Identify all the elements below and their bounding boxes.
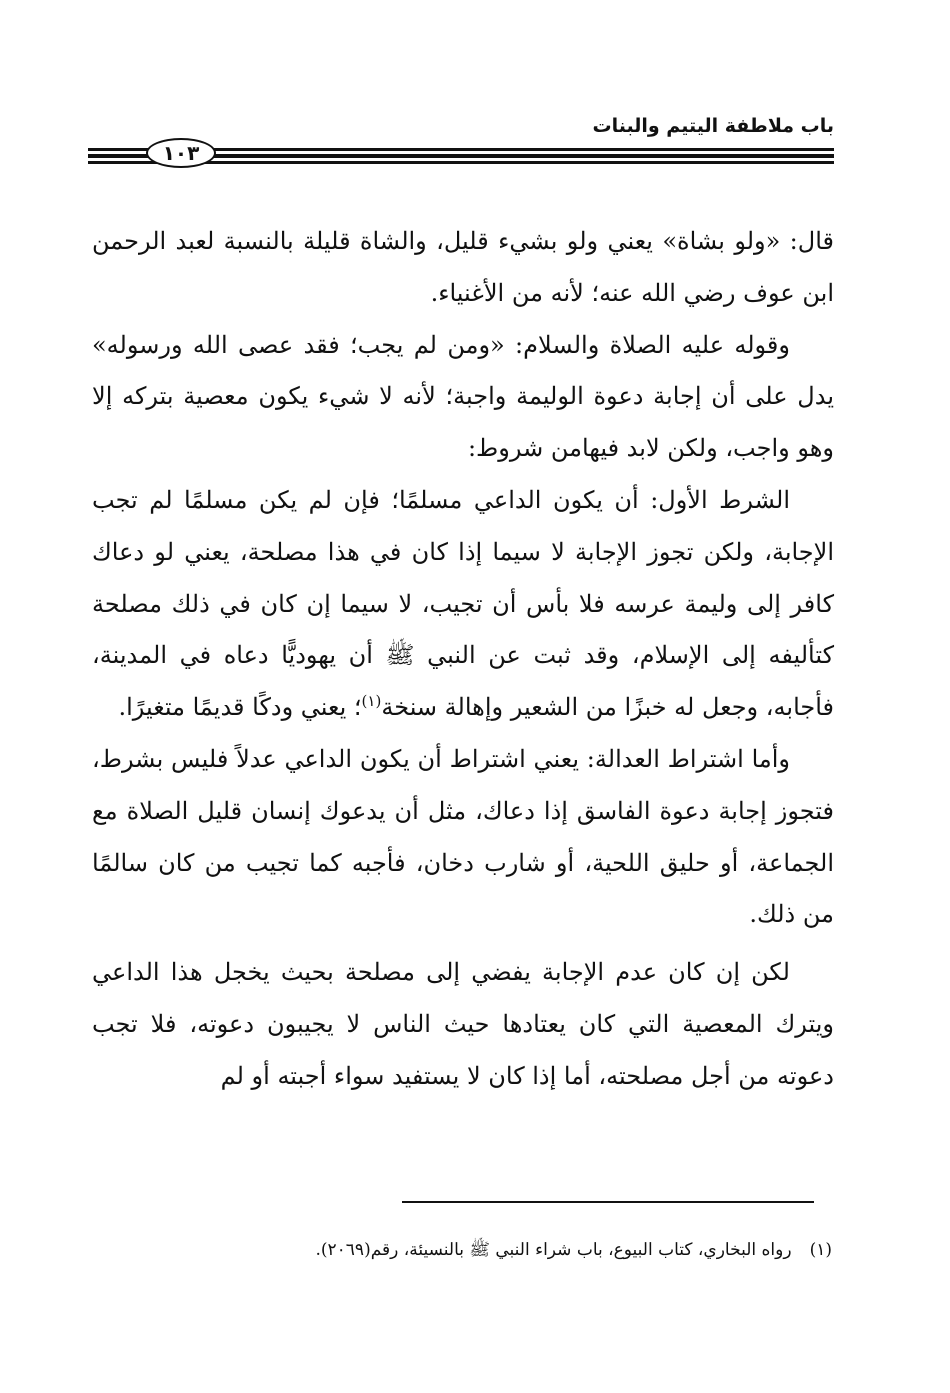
- paragraph-3: [92, 475, 834, 734]
- footnote: [132, 1236, 832, 1264]
- paragraph-3-text: الشرط الأول: أن يكون الداعي مسلمًا؛ فإن لم يكن مسلمًا لم تجب الإجابة، ولكن تجوز الإجابة لا سيما إذا كان في هذا مصلحة، يعني لو دعاك كافر إلى وليمة عرسه فلا بأس أن تجيب، لا سيما إن كان في ذلك مصلحة كتأليفه إلى الإسلام، وقد ثبت عن النبي ﷺ أن يهوديًّا دعاه في المدينة، فأجابه، وجعل له خبزًا من الشعير وإهالة سنخة: [92, 485, 834, 722]
- paragraph-1: قال: «ولو بشاة» يعني ولو بشيء قليل، والشاة قليلة بالنسبة لعبد الرحمن ابن عوف رضي الله عنه؛ لأنه من الأغنياء.: [92, 227, 834, 307]
- chapter-title: باب ملاطفة اليتيم والبنات: [592, 115, 834, 137]
- paragraph-2: وقوله عليه الصلاة والسلام: «ومن لم يجب؛ فقد عصى الله ورسوله» يدل على أن إجابة دعوة الوليمة واجبة؛ لأنه لا شيء يكون معصية بتركه إلا وهو واجب، ولكن لابد فيهامن شروط:: [92, 330, 834, 463]
- page-header: [88, 112, 834, 176]
- footnote-separator: [402, 1201, 814, 1203]
- paragraph-3-text-end: ؛ يعني ودكًا قديمًا متغيرًا.: [118, 693, 362, 722]
- footnote-number: (١): [809, 1240, 832, 1260]
- paragraph-4: وأما اشتراط العدالة: يعني اشتراط أن يكون الداعي عدلاً فليس بشرط، فتجوز إجابة دعوة الفاسق إذا دعاك، مثل أن يدعوك إنسان قليل الصلاة مع الجماعة، أو حليق اللحية، أو شارب دخان، فأجبه كما تجيب من كان سالمًا من ذلك.: [92, 744, 834, 929]
- footnote-text: رواه البخاري، كتاب البيوع، باب شراء النبي ﷺ بالنسيئة، رقم(٢٠٦٩).: [315, 1240, 792, 1260]
- page-number: ١٠٣: [146, 138, 216, 168]
- body-text: [92, 216, 834, 1103]
- paragraph-5: لكن إن كان عدم الإجابة يفضي إلى مصلحة بحيث يخجل هذا الداعي ويترك المعصية التي كان يعتادها حيث الناس لا يجيبون دعوته، فلا تجب دعوته من أجل مصلحته، أما إذا كان لا يستفيد سواء أجبته أو لم: [92, 958, 834, 1090]
- footnote-reference[interactable]: (١): [361, 692, 382, 711]
